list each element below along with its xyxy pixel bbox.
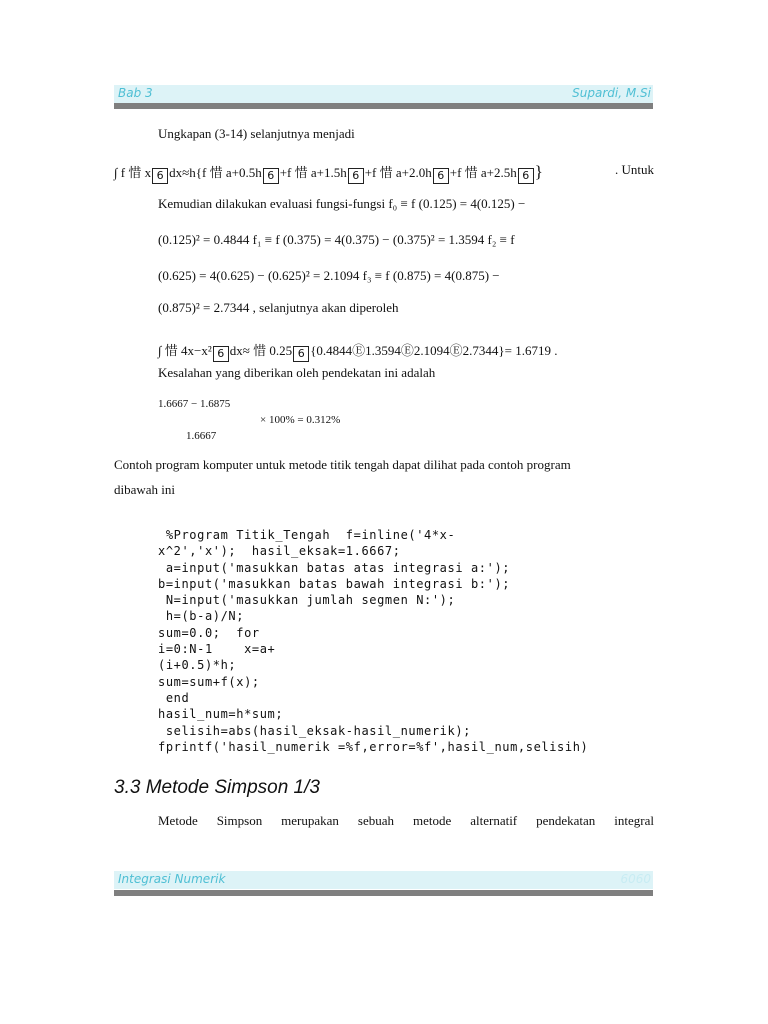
program-intro-line-1: Contoh program komputer untuk metode titik tengah dapat dilihat pada contoh program	[114, 457, 571, 472]
integral2-lead: ∫ 惜 4x−x²	[158, 343, 212, 358]
integral1-tail: . Untuk	[615, 162, 654, 177]
eval-line-1	[158, 196, 614, 212]
code-line: hasil_num=h*sum;	[158, 707, 284, 722]
eval-line-4: (0.875)² = 2.7344 , selanjutnya akan diperoleh	[158, 300, 399, 315]
code-line: b=input('masukkan batas bawah integrasi b:');	[158, 576, 511, 591]
integral1-term1: dx≈h{f 惜 a+0.5h	[169, 165, 262, 180]
code-line: fprintf('hasil_numerik =%f,error=%f',hasil_num,selisih)	[158, 739, 589, 754]
box-glyph: 6	[152, 168, 168, 184]
box-glyph: 6	[263, 168, 279, 184]
page-number: 6060	[620, 872, 651, 886]
integral1-close: }	[534, 162, 543, 181]
chapter-label: Bab 3	[118, 86, 153, 100]
eval-line-1-text: Kemudian dilakukan evaluasi fungsi-fungsi f₀ ≡ f (0.125) = 4(0.125) −	[158, 196, 526, 211]
author-label: Supardi, M.Si	[572, 86, 651, 100]
error-text: Kesalahan yang diberikan oleh pendekatan ini adalah	[158, 365, 436, 380]
code-line: end	[158, 690, 190, 705]
box-glyph: 6	[213, 346, 229, 362]
integral1-term3: +f 惜 a+2.0h	[364, 165, 432, 180]
integral1-term2: +f 惜 a+1.5h	[279, 165, 347, 180]
code-line: h=(b-a)/N;	[158, 609, 245, 624]
error-denominator: 1.6667	[186, 430, 217, 442]
integral2-rest: {0.4844Ⓔ1.3594Ⓔ2.1094Ⓔ2.7344}= 1.6719 .	[310, 343, 558, 358]
code-line: i=0:N-1 x=a+	[158, 642, 276, 657]
error-result: × 100% = 0.312%	[260, 414, 341, 426]
code-line: sum=sum+f(x);	[158, 674, 260, 689]
simpson-text: Metode Simpson merupakan sebuah metode alternatif pendekatan integral	[158, 813, 654, 828]
integral1-term4: +f 惜 a+2.5h	[449, 165, 517, 180]
eval-line-3: (0.625) = 4(0.625) − (0.625)² = 2.1094 f₃ ≡ f (0.875) = 4(0.875) −	[158, 268, 500, 283]
box-glyph: 6	[348, 168, 364, 184]
box-glyph: 6	[293, 346, 309, 362]
eval-line-2: (0.125)² = 0.4844 f₁ ≡ f (0.375) = 4(0.375) − (0.375)² = 1.3594 f₂ ≡ f	[158, 232, 515, 247]
program-intro-line-2: dibawah ini	[114, 482, 176, 497]
code-line: x^2','x'); hasil_eksak=1.6667;	[158, 544, 401, 559]
page-header	[114, 85, 653, 103]
intro-text: Ungkapan (3-14) selanjutnya menjadi	[158, 126, 355, 141]
box-glyph: 6	[518, 168, 534, 184]
integral1-lead: ∫ f 惜 x	[114, 165, 152, 180]
page-footer	[114, 871, 653, 889]
integral-expression-2	[158, 340, 558, 362]
integral2-mid: dx≈ 惜 0.25	[229, 343, 293, 358]
code-line: (i+0.5)*h;	[158, 658, 237, 673]
error-numerator: 1.6667 − 1.6875	[158, 398, 231, 410]
footer-title: Integrasi Numerik	[118, 872, 226, 886]
code-line: %Program Titik_Tengah f=inline('4*x-	[158, 528, 456, 542]
code-block	[158, 527, 588, 755]
program-intro	[114, 452, 654, 502]
box-glyph: 6	[433, 168, 449, 184]
integral-expression-1	[114, 162, 654, 184]
code-line: selisih=abs(hasil_eksak-hasil_numerik);	[158, 723, 471, 738]
code-line: sum=0.0; for	[158, 625, 260, 640]
code-line: N=input('masukkan jumlah segmen N:');	[158, 593, 456, 608]
section-title: 3.3 Metode Simpson 1/3	[114, 777, 320, 798]
code-line: a=input('masukkan batas atas integrasi a:');	[158, 560, 511, 575]
footer-rule	[114, 890, 653, 896]
header-rule	[114, 103, 653, 109]
